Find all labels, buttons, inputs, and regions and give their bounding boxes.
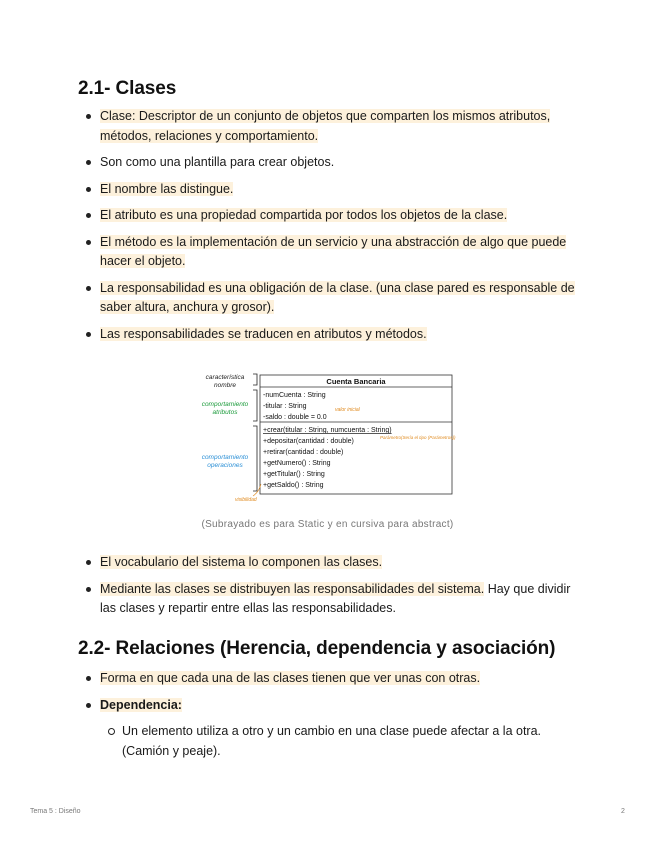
section-title-relaciones: 2.2- Relaciones (Herencia, dependencia y asociación) [78,638,556,659]
uml-class-diagram [195,368,460,504]
relaciones-bullet-list [78,669,578,715]
list-item: Las responsabilidades se traducen en atributos y métodos. [78,325,583,345]
method-row: +depositar(cantidad : double) [263,438,354,445]
list-item: Son como una plantilla para crear objetos. [78,153,583,173]
page-number: 2 [621,808,625,815]
method-row: +crear(titular : String, numcuenta : String) [263,427,392,434]
attribute-row: -saldo : double = 0.0 [263,414,327,421]
class-name: Cuenta Bancaria [326,377,386,386]
method-row: +retirar(cantidad : double) [263,449,344,456]
attribute-row: -numCuenta : String [263,392,326,399]
list-item: Un elemento utiliza a otro y un cambio en una clase puede afectar a la otra. (Camión y peaje). [100,722,570,761]
dependencia-sub-list [100,722,570,761]
method-row: +getNumero() : String [263,460,331,467]
figure-caption: (Subrayado es para Static y en cursiva para abstract) [201,519,454,530]
note-parameter: Parámetro(Sería el tipo (Parámetros)) [380,435,456,440]
list-item: La responsabilidad es una obligación de la clase. (una clase pared es responsable de saber altura, anchura y grosor). [78,279,583,318]
list-item: El atributo es una propiedad compartida por todos los objetos de la clase. [78,206,583,226]
attribute-row: -titular : String [263,403,307,410]
list-item: El vocabulario del sistema lo componen las clases. [78,553,583,573]
label-name: característica nombre [205,374,245,389]
note-default-value: valor inicial [335,407,360,413]
list-item: Dependencia: [78,696,578,716]
note-visibility: visibilidad [235,497,257,503]
clases-bullet-list-2 [78,553,583,619]
list-item: Forma en que cada una de las clases tienen que ver unas con otras. [78,669,578,689]
label-operations: comportamiento operaciones [201,454,249,469]
method-row: +getSaldo() : String [263,482,324,489]
method-row: +getTitular() : String [263,471,325,478]
footer-left: Tema 5 : Diseño [30,808,81,815]
list-item: Clase: Descriptor de un conjunto de objetos que comparten los mismos atributos, métodos, relaciones y comportamiento. [78,107,583,146]
section-title-clases: 2.1- Clases [78,78,177,99]
list-item: El método es la implementación de un servicio y una abstracción de algo que puede hacer el objeto. [78,233,583,272]
label-attributes: comportamiento atributos [201,401,249,416]
clases-bullet-list [78,107,583,344]
list-item: El nombre las distingue. [78,180,583,200]
list-item: Mediante las clases se distribuyen las responsabilidades del sistema. Hay que dividir las clases y repartir entre ellas las responsabilidades. [78,580,583,619]
